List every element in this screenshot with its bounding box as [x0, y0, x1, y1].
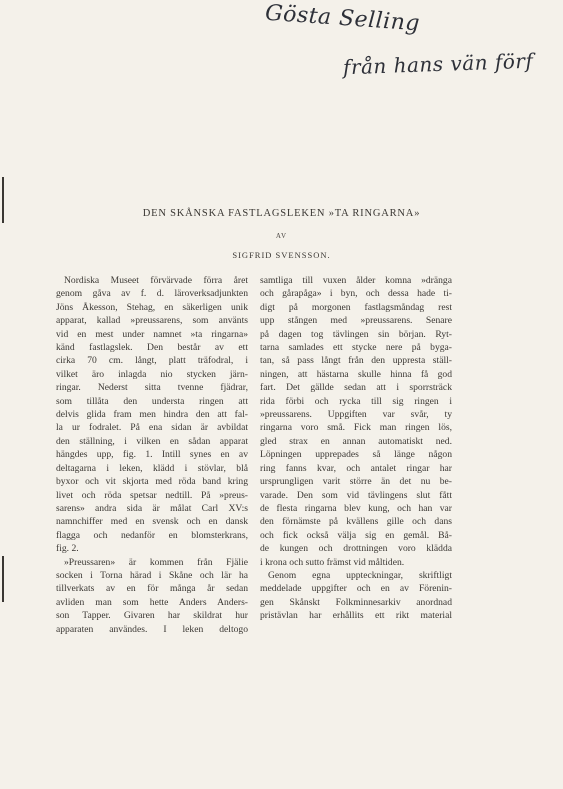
- text-line: digt på morgonen fastlagsmåndag rest: [260, 301, 452, 313]
- text-line: namnchiffer med en svensk och en dansk: [56, 516, 248, 528]
- text-line: tan, så pass långt från den upprestа ställ-: [260, 355, 452, 367]
- text-line: sarens» andra sida är målat Carl XV:s: [56, 502, 248, 514]
- text-line: rida förbi och rycka till sig ringen i: [260, 395, 452, 407]
- article-title: DEN SKÅNSKA FASTLAGSLEKEN »TA RINGARNA»: [142, 208, 421, 219]
- text-line: apparaten användes. I leken deltogo: [56, 623, 248, 635]
- text-line: son Tapper. Givaren har skildrat hur: [56, 610, 248, 622]
- text-line: byxor och vit skjorta med röda band kring: [56, 476, 248, 488]
- text-line: »Preussaren» är kommen från Fjälie: [64, 556, 248, 568]
- text-line: deltagarna i leken, klädd i stövlar, blå: [56, 462, 248, 474]
- text-line: ursprungligen varit större än det nu be-: [260, 476, 452, 488]
- text-line: apparat, kallad »preussarens, som använts: [56, 315, 248, 327]
- text-line: Löpningen upprepades så länge någon: [260, 449, 452, 461]
- text-line: och fick också välja sig en gemål. Bå-: [260, 529, 452, 541]
- text-line: vid en mest under namnet »ta ringarna»: [56, 328, 248, 340]
- text-line: vilket äro inlagda nio stycken järn-: [56, 368, 248, 380]
- text-line: fig. 2.: [56, 543, 79, 555]
- text-line: den förnämste på kvällens gille och dans: [260, 516, 452, 528]
- text-line: socken i Torna härad i Skåne och lär ha: [56, 569, 248, 581]
- text-line: samtliga till vuxen ålder komna »dränga: [260, 275, 452, 286]
- text-line: meddelade uppgifter och en av Förenin-: [260, 583, 452, 595]
- text-line: de kungen och drottningen voro klädda: [260, 543, 452, 555]
- text-line: genom gåva av f. d. läroverksadjunkten: [56, 288, 248, 300]
- handwritten-dedication-note: från hans vän förf: [342, 48, 534, 80]
- text-line: Jöns Åkesson, Stehag, en säkerligen unik: [56, 301, 248, 313]
- text-line: som tillåta den understa ringen att: [56, 395, 248, 407]
- text-line: ringar. Nederst sitta tvenne fjädrar,: [56, 382, 248, 394]
- handwritten-dedication-name: Gösta Selling: [264, 0, 421, 37]
- text-line: ring fanns kvar, och antalet ringar har: [260, 462, 452, 474]
- text-line: la ur fodralet. På ena sidan är avbildat: [56, 422, 248, 434]
- text-line: i krona och sutto främst vid måltiden.: [260, 556, 405, 568]
- byline-prefix: AV: [275, 232, 288, 240]
- text-line: »preussarens. Uppgiften var svår, ty: [260, 409, 452, 421]
- text-line: de flesta ringarna blev kung, och han var: [260, 502, 452, 514]
- text-line: Genom egna uppteckningar, skriftligt: [268, 569, 452, 581]
- text-line: delvis glida fram men hindra den att fal-: [56, 409, 248, 421]
- text-line: på dagen tog tävlingen sin början. Ryt-: [260, 328, 452, 340]
- text-line: den ställning, i vilken en sådan apparat: [56, 435, 248, 447]
- text-line: gled strax en annan automatiskt ned.: [260, 435, 452, 447]
- text-line: pristävlan har erhållits ett rikt material: [260, 610, 452, 622]
- binding-mark-bottom: [2, 556, 4, 602]
- text-line: ringarna voro små. Fick man ringen lös,: [260, 422, 452, 434]
- text-line: tillverkats av en för många år sedan: [56, 583, 248, 595]
- text-line: upp stången med »preussarens. Senare: [260, 315, 452, 327]
- text-line: Nordiska Museet förvärvade förra året: [64, 275, 248, 286]
- article-author: SIGFRID SVENSSON.: [232, 250, 331, 260]
- text-column-left: [56, 274, 248, 636]
- text-line: och gårapåga» i byn, och dessa hade ti-: [260, 288, 452, 300]
- text-line: gen Skånskt Folkminnesarkiv anordnad: [260, 596, 452, 608]
- text-line: känd fastlagslek. Den består av ett: [56, 342, 248, 354]
- text-line: livet och röda spetsar nedtill. På »preus-: [56, 489, 248, 501]
- text-line: hängdes upp, fig. 1. Intill synes en av: [56, 449, 248, 461]
- text-line: ningen, att hästarna skulle hinna få god: [260, 368, 452, 380]
- text-line: flagga och nedanför en blomsterkrans,: [56, 529, 248, 541]
- text-line: cirka 70 cm. långt, platt träfodral, i: [56, 355, 248, 367]
- text-line: tarna samlades ett stycke nere på byga-: [260, 342, 452, 354]
- text-line: fart. Det gällde sedan att i sporrsträck: [260, 382, 452, 394]
- text-line: avliden man som hette Anders Anders-: [56, 596, 248, 608]
- text-column-right: [260, 274, 452, 623]
- text-line: varade. Den som vid tävlingens slut fått: [260, 489, 452, 501]
